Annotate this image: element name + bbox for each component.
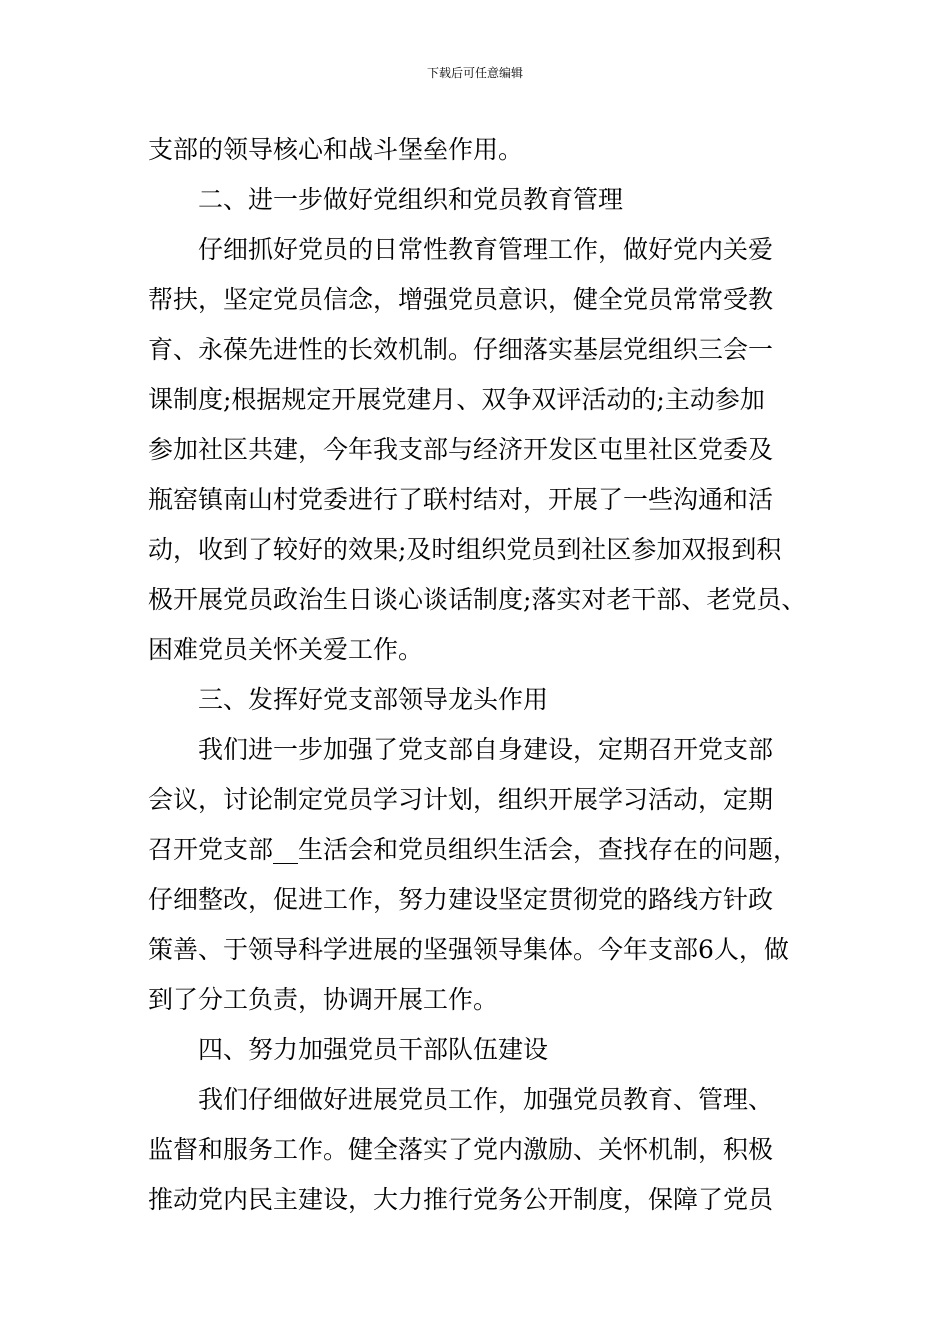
body-line: 育、永葆先进性的长效机制。仔细落实基层党组织三会一 xyxy=(148,335,774,364)
body-line: 我们仔细做好进展党员工作，加强党员教育、管理、 xyxy=(198,1085,774,1114)
page-header: 下载后可任意编辑 xyxy=(426,66,523,80)
body-line: 困难党员关怀关爱工作。 xyxy=(148,635,424,664)
body-line: 帮扶，坚定党员信念，增强党员意识，健全党员常常受教 xyxy=(148,285,774,314)
body-line: 会议，讨论制定党员学习计划，组织开展学习活动，定期 xyxy=(148,785,774,814)
body-line: 瓶窑镇南山村党委进行了联村结对，开展了一些沟通和活 xyxy=(148,485,774,514)
body-line: 我们进一步加强了党支部自身建设，定期召开党支部 xyxy=(198,735,774,764)
body-line: 推动党内民主建设，大力推行党务公开制度，保障了党员 xyxy=(148,1185,774,1214)
body-line: 仔细整改，促进工作，努力建设坚定贯彻党的路线方针政 xyxy=(148,885,774,914)
body-line: 动，收到了较好的效果;及时组织党员到社区参加双报到积 xyxy=(148,535,782,564)
body-line: 监督和服务工作。健全落实了党内激励、关怀机制，积极 xyxy=(148,1135,774,1164)
body-line: 极开展党员政治生日谈心谈话制度;落实对老干部、老党员、 xyxy=(148,585,807,614)
section-heading: 四、努力加强党员干部队伍建设 xyxy=(198,1035,549,1064)
body-line: 参加社区共建，今年我支部与经济开发区屯里社区党委及 xyxy=(148,435,774,464)
body-line: 课制度;根据规定开展党建月、双争双评活动的;主动参加 xyxy=(148,385,765,414)
section-heading: 三、发挥好党支部领导龙头作用 xyxy=(198,685,549,714)
body-line: 到了分工负责，协调开展工作。 xyxy=(148,985,499,1014)
body-line: 仔细抓好党员的日常性教育管理工作，做好党内关爱 xyxy=(198,235,774,264)
section-heading: 二、进一步做好党组织和党员教育管理 xyxy=(198,185,624,214)
body-line: 支部的领导核心和战斗堡垒作用。 xyxy=(148,135,524,164)
body-line: 策善、于领导科学进展的坚强领导集体。今年支部6人，做 xyxy=(148,935,789,964)
body-line: 召开党支部__生活会和党员组织生活会，查找存在的问题， xyxy=(148,835,799,864)
